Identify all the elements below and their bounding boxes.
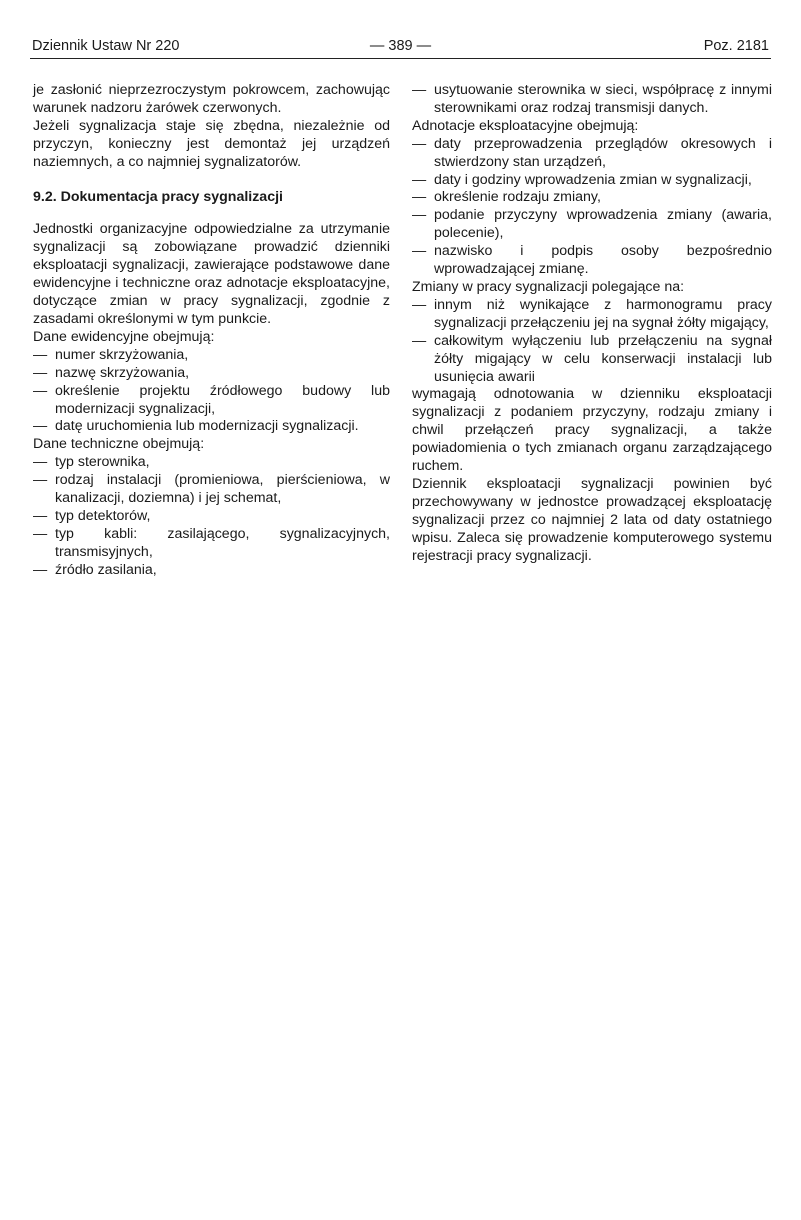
zmiany-list-title: Zmiany w pracy sygnalizacji polegające na: [412,278,685,295]
list-item: — podanie przyczyny wprowadzenia zmiany (awaria, polecenie), [412,207,772,242]
zmiany-paragraph: wymagają odnotowania w dzienniku eksploatacji sygnalizacji z podaniem przyczyny, rodzaju zmiany i chwil przełączeń pracy sygnalizacji, a także powiadomienia o tych zmianach organu zarządzającego ruchem. [412,386,772,475]
right-column [412,82,772,565]
list-item: — typ detektorów, [33,507,151,524]
dash-marker: — [412,243,427,260]
list-item: — daty i godziny wprowadzenia zmian w sygnalizacji, [412,171,752,188]
list-item: — usytuowanie sterownika w sieci, współpracę z innymi sterownikami oraz rodzaj transmisji danych. [412,82,772,116]
list-item: — rodzaj instalacji (promieniowa, pierścieniowa, w kanalizacji, doziemna) i jej schemat, [33,472,390,507]
adnot-list [412,136,772,279]
page-header [30,30,771,59]
dash-marker: — [33,346,48,363]
list-item: — daty przeprowadzenia przeglądów okresowych i stwierdzony stan urządzeń, [412,135,772,170]
dash-marker: — [412,296,427,313]
list-item: — typ kabli: zasilającego, sygnalizacyjnych, transmisyjnych, [33,525,390,560]
dash-marker: — [33,472,48,489]
list-item: — określenie rodzaju zmiany, [412,189,601,206]
final-paragraph: Dziennik eksploatacji sygnalizacji powinien być przechowywany w jednostce prowadzącej eksploatację sygnalizacji przez co najmniej 2 lata od daty ostatniego wpisu. Zaleca się prowadzenie komputerowego systemu rejestracji pracy sygnalizacji. [412,475,772,564]
dash-marker: — [412,171,427,188]
dash-marker: — [33,418,48,435]
tech-list-continued [412,82,772,118]
position-number: Poz. 2181 [703,38,769,54]
intro-paragraph-2: Jeżeli sygnalizacja staje się zbędna, niezależnie od przyczyn, konieczny jest demontaż jej urządzeń naziemnych, a co najmniej sygnalizatorów. [33,117,390,170]
journal-title: Dziennik Ustaw Nr 220 [32,38,180,54]
intro-paragraph-1: je zasłonić nieprzezroczystym pokrowcem, zachowując warunek nadzoru żarówek czerwonych. [33,82,390,116]
dash-marker: — [412,189,427,206]
list-item: — określenie projektu źródłowego budowy lub modernizacji sygnalizacji, [33,382,390,417]
ewid-list [33,347,390,437]
list-item: — całkowitym wyłączeniu lub przełączeniu na sygnał żółty migający w celu konserwacji instalacji lub usunięcia awarii [412,332,772,385]
adnot-list-title: Adnotacje eksploatacyjne obejmują: [412,117,639,134]
list-item: — datę uruchomienia lub modernizacji sygnalizacji. [33,418,359,435]
section-paragraph: Jednostki organizacyjne odpowiedzialne za utrzymanie sygnalizacji są zobowiązane prowadzić dzienniki eksploatacji sygnalizacji, zawierające podstawowe dane ewidencyjne i techniczne oraz adnotacje eksploatacyjne, dotyczące zmian w pracy sygnalizacji, zgodnie z zasadami określonymi w tym punkcie. [33,221,390,327]
dash-marker: — [412,135,427,152]
dash-marker: — [33,382,48,399]
dash-marker: — [33,561,48,578]
left-column [33,82,390,580]
list-item: — numer skrzyżowania, [33,346,189,363]
dash-marker: — [33,454,48,471]
dash-marker: — [412,207,427,224]
dash-marker: — [33,525,48,542]
dash-marker: — [412,332,427,349]
list-item: — innym niż wynikające z harmonogramu pracy sygnalizacji przełączeniu jej na sygnał żółty migający, [412,296,772,331]
page-number: — 389 — [369,38,432,54]
zmiany-list [412,297,772,387]
dash-marker: — [33,507,48,524]
list-item: — nazwisko i podpis osoby bezpośrednio wprowadzającej zmianę. [412,243,772,278]
dash-marker: — [33,364,48,381]
list-item: — źródło zasilania, [33,561,157,578]
tech-list [33,454,390,579]
tech-list-title: Dane techniczne obejmują: [33,436,205,453]
section-heading: 9.2. Dokumentacja pracy sygnalizacji [33,188,283,205]
list-item: — nazwę skrzyżowania, [33,364,190,381]
dash-marker: — [412,82,427,98]
ewid-list-title: Dane ewidencyjne obejmują: [33,328,215,345]
list-item: — typ sterownika, [33,454,150,471]
